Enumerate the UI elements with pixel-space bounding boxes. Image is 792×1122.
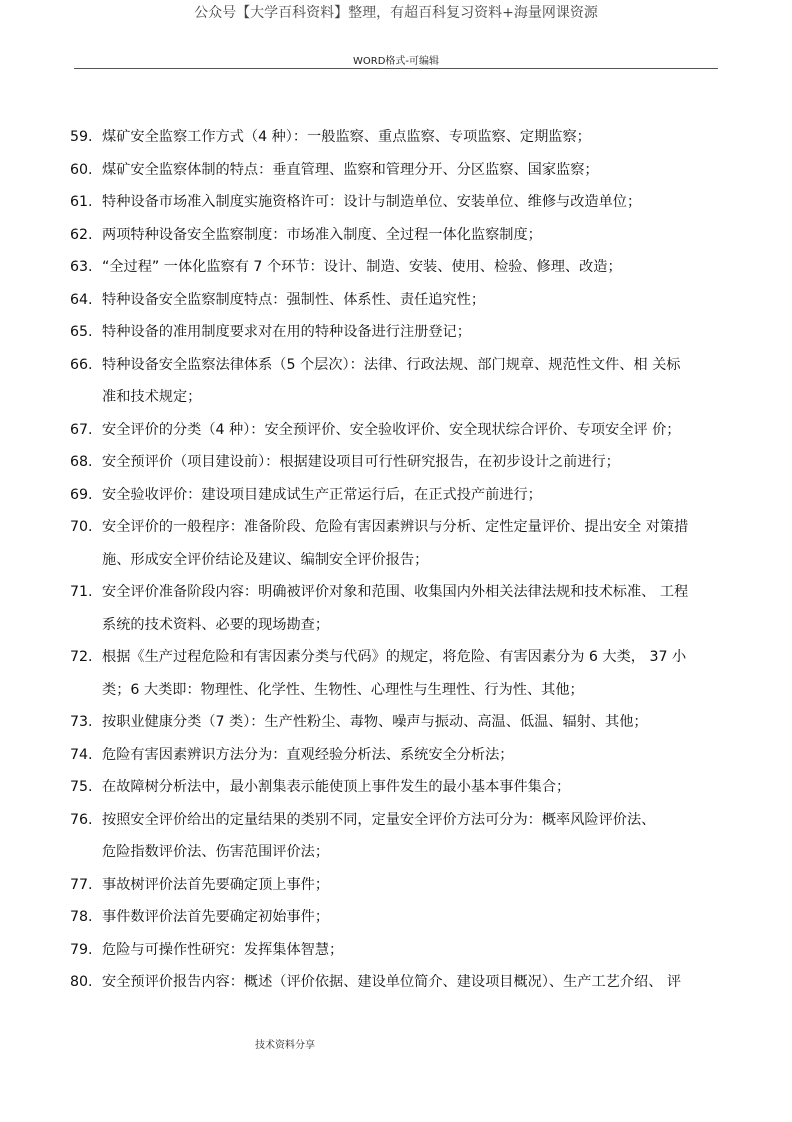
item-text (100, 641, 720, 706)
item-number: 75. (70, 779, 93, 795)
list-item (70, 219, 720, 252)
item-number: 78. (70, 909, 93, 925)
item-number: 74. (70, 746, 93, 763)
page-footer-label: 技术资料分享 (255, 1040, 315, 1051)
item-number: 77. (70, 876, 93, 893)
item-text-line: 安全评价的一般程序：准备阶段、危险有害因素辨识与分析、定性定量评价、提出安全 对策措 (102, 519, 689, 535)
list-item (70, 121, 720, 154)
item-number: 72. (70, 649, 93, 665)
item-text-line: 根据《生产过程危险和有害因素分类与代码》的规定，将危险、有害因素分为 6 大类， 37 小 (102, 649, 687, 665)
item-text (100, 479, 720, 512)
item-text (100, 414, 720, 447)
item-number: 71. (70, 584, 93, 600)
item-text (100, 901, 720, 934)
item-text (100, 251, 720, 284)
item-number: 79. (70, 941, 93, 958)
list-item (70, 934, 720, 967)
list-item (70, 251, 720, 284)
list-item (70, 869, 720, 902)
item-text-line: 按照安全评价给出的定量结果的类别不同，定量安全评价方法可分为：概率风险评价法、 (102, 811, 656, 828)
item-text-line: 危险与可操作性研究：发挥集体智慧； (102, 941, 344, 958)
item-text-line: 安全评价准备阶段内容：明确被评价对象和范围、收集国内外相关法律法规和技术标准、 工程 (102, 584, 689, 600)
list-item (70, 154, 720, 187)
item-text-line: 安全预评价报告内容：概述（评价依据、建设单位简介、建设项目概况）、生产工艺介绍、 评 (102, 974, 682, 990)
item-number: 68. (70, 454, 93, 470)
item-number: 73. (70, 714, 93, 730)
item-number: 60. (70, 161, 93, 178)
item-text (100, 511, 720, 576)
item-number: 67. (70, 421, 93, 438)
list-item (70, 641, 720, 706)
list-item (70, 901, 720, 934)
list-item (70, 349, 720, 414)
item-number: 63. (70, 259, 93, 275)
list-item (70, 706, 720, 739)
item-text-continuation: 准和技术规定； (102, 389, 202, 405)
item-text (100, 706, 720, 739)
item-text-continuation: 类；6 大类即：物理性、化学性、生物性、心理性与生理性、行为性、其他； (102, 681, 584, 698)
item-text-line: 特种设备市场准入制度实施资格许可：设计与制造单位、安装单位、维修与改造单位； (102, 194, 642, 210)
item-number: 62. (70, 226, 93, 243)
item-text (100, 219, 720, 252)
item-text-line: 特种设备的准用制度要求对在用的特种设备进行注册登记； (102, 324, 471, 340)
item-text (100, 966, 720, 999)
item-text (100, 316, 720, 349)
list-item (70, 479, 720, 512)
list-item (70, 414, 720, 447)
item-number: 61. (70, 194, 93, 210)
header-divider (74, 68, 718, 69)
item-number: 59. (70, 129, 93, 145)
item-text (100, 934, 720, 967)
item-number: 80. (70, 974, 93, 990)
source-watermark: 公众号【大学百科资料】整理，有超百科复习资料+海量网课资源 (194, 5, 598, 21)
item-text-continuation: 系统的技术资料、必要的现场勘查； (102, 616, 330, 633)
item-text-line: 煤矿安全监察体制的特点：垂直管理、监察和管理分开、分区监察、国家监察； (102, 161, 599, 178)
list-item (70, 316, 720, 349)
list-item (70, 739, 720, 772)
item-number: 65. (70, 324, 93, 340)
item-text-continuation: 施、形成安全评价结论及建议、编制安全评价报告； (102, 551, 429, 568)
item-text (100, 771, 720, 804)
item-number: 64. (70, 291, 93, 308)
list-item (70, 511, 720, 576)
list-item (70, 446, 720, 479)
item-text-line: 危险有害因素辨识方法分为：直观经验分析法、系统安全分析法； (102, 746, 514, 763)
item-text (100, 869, 720, 902)
item-text (100, 576, 720, 641)
item-number: 66. (70, 356, 93, 373)
item-number: 76. (70, 811, 93, 828)
item-text-line: 按职业健康分类（7 类）：生产性粉尘、毒物、噪声与振动、高温、低温、辐射、其他； (102, 714, 648, 730)
document-body (70, 121, 720, 999)
item-text (100, 154, 720, 187)
item-text-line: 事故树评价法首先要确定顶上事件； (102, 876, 330, 893)
list-item (70, 804, 720, 869)
item-text-line: 安全验收评价：建设项目建成试生产正常运行后，在正式投产前进行； (102, 486, 542, 503)
list-item (70, 186, 720, 219)
list-item (70, 284, 720, 317)
item-text-line: 在故障树分析法中，最小割集表示能使顶上事件发生的最小基本事件集合； (102, 779, 571, 795)
item-text-line: 两项特种设备安全监察制度：市场准入制度、全过程一体化监察制度； (102, 226, 542, 243)
list-item (70, 771, 720, 804)
page-header-label: WORD格式-可编辑 (352, 56, 439, 67)
item-text-line: 安全评价的分类（4 种）：安全预评价、安全验收评价、安全现状综合评价、专项安全评 价； (102, 421, 681, 438)
item-number: 70. (70, 519, 93, 535)
item-text-line: 煤矿安全监察工作方式（4 种）：一般监察、重点监察、专项监察、定期监察； (102, 129, 591, 145)
item-text (100, 739, 720, 772)
item-text (100, 284, 720, 317)
item-text (100, 804, 720, 869)
item-text (100, 349, 720, 414)
item-text-line: 事件数评价法首先要确定初始事件； (102, 909, 330, 925)
item-text (100, 446, 720, 479)
list-item (70, 576, 720, 641)
item-text-continuation: 危险指数评价法、伤害范围评价法； (102, 844, 330, 860)
item-text-line: “全过程” 一体化监察有 7 个环节：设计、制造、安装、使用、检验、修理、改造； (102, 259, 622, 275)
list-item (70, 966, 720, 999)
item-text-line: 特种设备安全监察制度特点：强制性、体系性、责任追究性； (102, 291, 486, 308)
item-text (100, 186, 720, 219)
item-text-line: 安全预评价（项目建设前）：根据建设项目可行性研究报告，在初步设计之前进行； (102, 454, 620, 470)
item-number: 69. (70, 486, 93, 503)
item-text (100, 121, 720, 154)
item-text-line: 特种设备安全监察法律体系（5 个层次）：法律、行政法规、部门规章、规范性文件、相 关标 (102, 356, 681, 373)
